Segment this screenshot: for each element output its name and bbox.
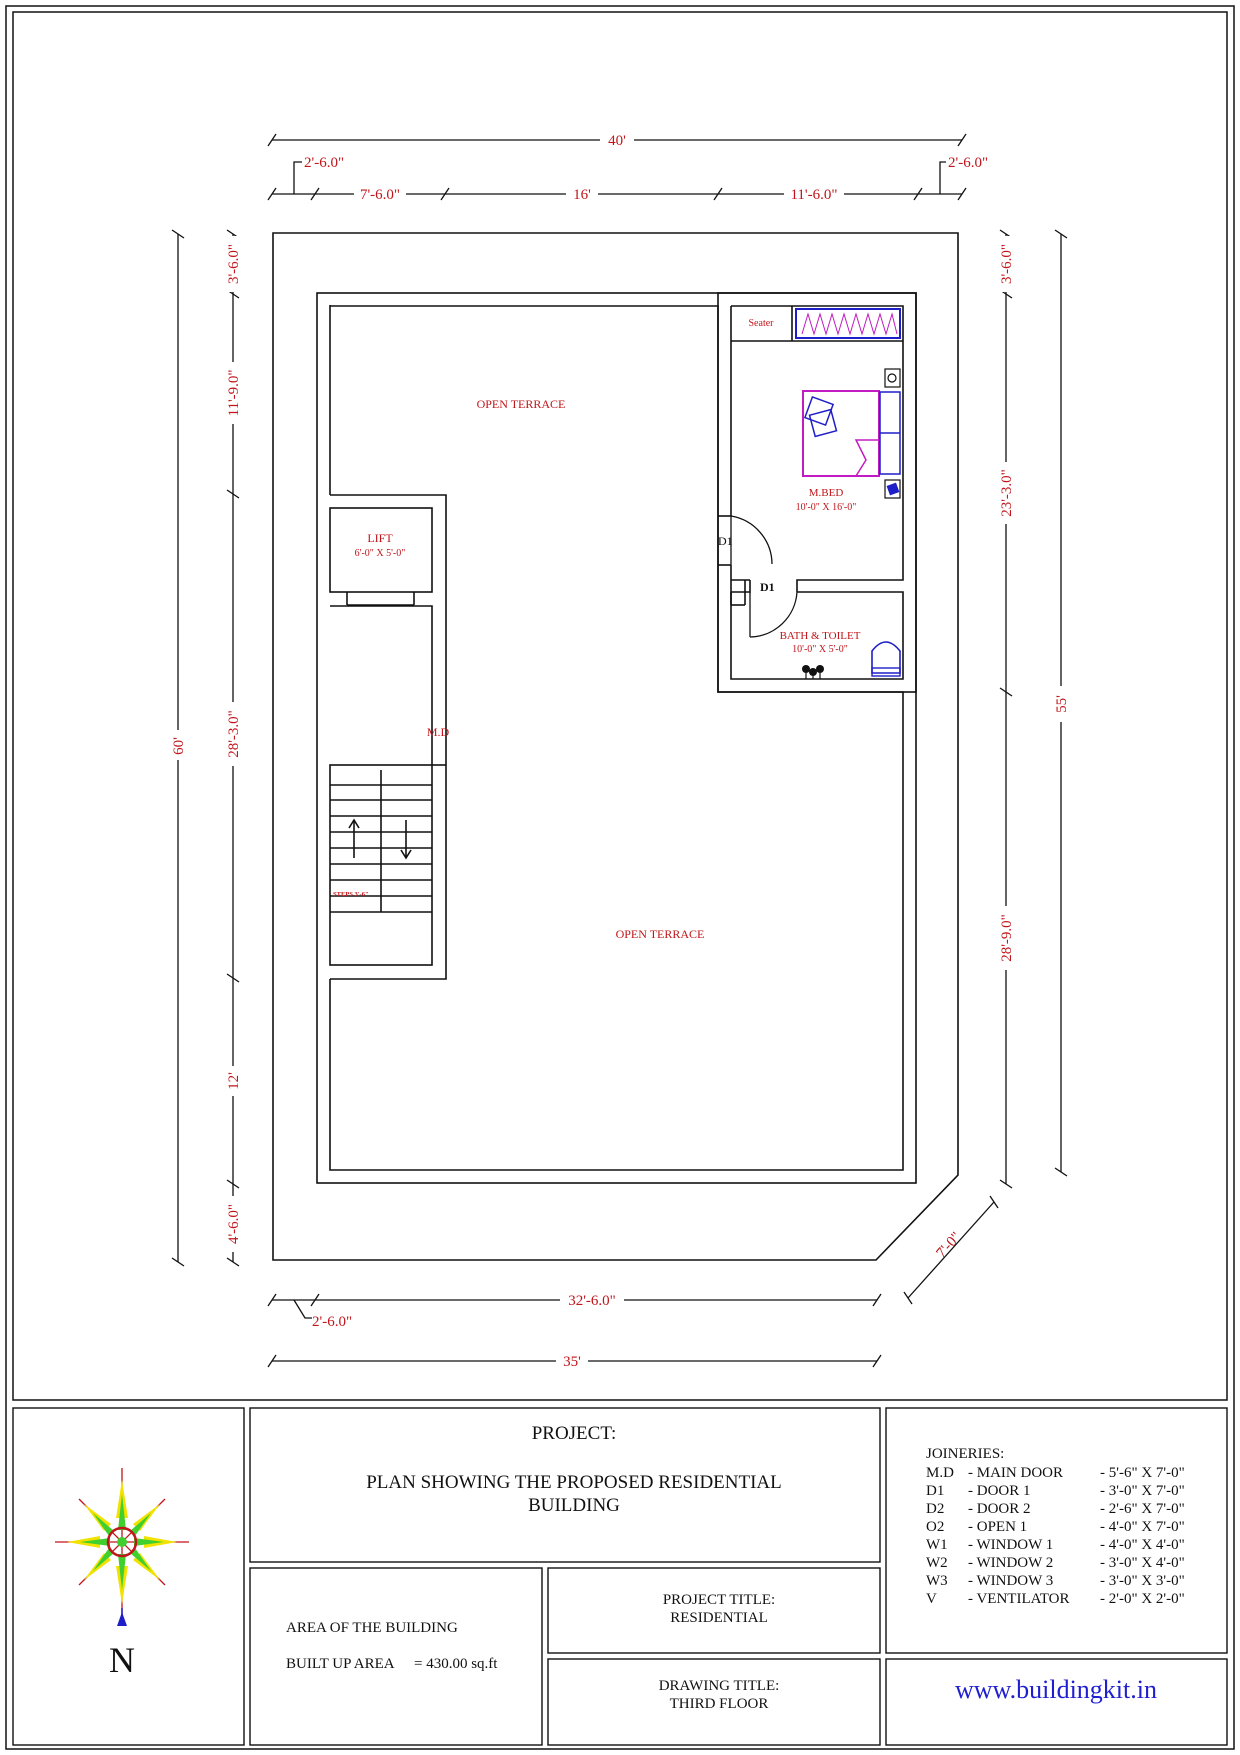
label-door-d1-a: D1: [718, 534, 733, 548]
dim-left-seg5: 4'-6.0": [226, 1203, 242, 1245]
dim-top-seg3: 11'-6.0": [790, 187, 838, 203]
label-bath: BATH & TOILET: [779, 630, 861, 642]
label-main-door: M.D: [426, 725, 450, 739]
drawing-title-value: THIRD FLOOR: [669, 1696, 769, 1712]
bed-furniture: [803, 369, 900, 498]
joinery-size: - 4'-0" X 4'-0": [1100, 1537, 1185, 1553]
outer-wall: [317, 293, 916, 1183]
dim-right-seg3: 28'-9.0": [999, 914, 1015, 962]
joineries-table: [926, 1465, 1185, 1607]
plot-boundary: [273, 233, 958, 1260]
label-steps: STEPS 3'-6": [333, 891, 369, 898]
joinery-size: - 2'-6" X 7'-0": [1100, 1501, 1185, 1517]
joineries-title: JOINERIES:: [926, 1446, 1005, 1462]
dim-top-overall: 40': [608, 133, 626, 149]
dim-left-seg3: 28'-3.0": [226, 710, 242, 758]
joinery-code: W3: [926, 1573, 948, 1589]
joinery-code: W2: [926, 1555, 948, 1571]
joinery-code: O2: [926, 1519, 945, 1535]
project-label: PROJECT:: [531, 1423, 617, 1444]
dim-chamfer: 7'-0": [933, 1229, 965, 1262]
project-line1: PLAN SHOWING THE PROPOSED RESIDENTIAL: [366, 1472, 782, 1493]
joinery-size: - 3'-0" X 3'-0": [1100, 1573, 1185, 1589]
label-seater: Seater: [748, 318, 774, 329]
label-lift: LIFT: [367, 531, 393, 545]
dim-top-seg1: 7'-6.0": [359, 187, 401, 203]
dim-top-right-offset: 2'-6.0": [948, 155, 989, 171]
joinery-code: V: [926, 1591, 937, 1607]
built-up-label: BUILT UP AREA: [286, 1656, 395, 1672]
dim-top-seg2: 16': [573, 187, 591, 203]
joinery-code: D2: [926, 1501, 945, 1517]
project-line2: BUILDING: [528, 1495, 620, 1516]
dim-left-seg1: 3'-6.0": [226, 243, 242, 285]
joinery-code: D1: [926, 1483, 945, 1499]
label-bath-size: 10'-0" X 5'-0": [792, 644, 848, 655]
joinery-code: W1: [926, 1537, 948, 1553]
dimension-labels: [168, 130, 1071, 1371]
project-title-label: PROJECT TITLE:: [662, 1592, 776, 1608]
dimension-lines: [172, 134, 1067, 1367]
joinery-name: - VENTILATOR: [968, 1591, 1070, 1607]
door-swings: [731, 516, 797, 637]
north-label: N: [109, 1640, 135, 1680]
drawing-title-label: DRAWING TITLE:: [658, 1678, 780, 1694]
seater-furniture: [796, 309, 900, 338]
dim-right-seg2: 23'-3.0": [999, 469, 1015, 517]
compass-icon: [55, 1468, 189, 1626]
dim-right-seg1: 3'-6.0": [999, 243, 1015, 285]
website-link[interactable]: www.buildingkit.in: [955, 1675, 1157, 1704]
area-label: AREA OF THE BUILDING: [286, 1620, 458, 1636]
dim-right-overall: 55': [1054, 695, 1070, 713]
label-open-terrace-bottom: OPEN TERRACE: [615, 927, 705, 941]
joinery-size: - 2'-0" X 2'-0": [1100, 1591, 1185, 1607]
dim-left-seg2: 11'-9.0": [226, 369, 242, 417]
joinery-size: - 3'-0" X 4'-0": [1100, 1555, 1185, 1571]
label-mbed: M.BED: [808, 487, 844, 499]
dim-top-left-offset: 2'-6.0": [304, 155, 345, 171]
joinery-name: - DOOR 2: [968, 1501, 1031, 1517]
joinery-name: - WINDOW 2: [968, 1555, 1054, 1571]
joinery-size: - 5'-6" X 7'-0": [1100, 1465, 1185, 1481]
drawing-frame: [13, 12, 1227, 1400]
joinery-name: - WINDOW 1: [968, 1537, 1054, 1553]
dim-bottom-offset: 2'-6.0": [312, 1314, 353, 1330]
dim-bottom-seg: 32'-6.0": [568, 1293, 616, 1309]
dim-left-overall: 60': [171, 737, 187, 755]
joinery-size: - 4'-0" X 7'-0": [1100, 1519, 1185, 1535]
joinery-code: M.D: [926, 1465, 954, 1481]
project-title-value: RESIDENTIAL: [670, 1610, 768, 1626]
label-mbed-size: 10'-0" X 16'-0": [795, 502, 857, 513]
label-door-d1-b: D1: [760, 580, 775, 594]
built-up-value: = 430.00 sq.ft: [414, 1656, 498, 1672]
joinery-name: - OPEN 1: [968, 1519, 1028, 1535]
label-open-terrace-top: OPEN TERRACE: [476, 397, 566, 411]
joinery-name: - DOOR 1: [968, 1483, 1031, 1499]
joinery-name: - MAIN DOOR: [968, 1465, 1063, 1481]
joinery-size: - 3'-0" X 7'-0": [1100, 1483, 1185, 1499]
dim-bottom-overall: 35': [563, 1354, 581, 1370]
dim-left-seg4: 12': [226, 1072, 242, 1090]
joinery-name: - WINDOW 3: [968, 1573, 1054, 1589]
building-walls: [273, 233, 958, 1260]
label-lift-size: 6'-0" X 5'-0": [354, 548, 406, 559]
